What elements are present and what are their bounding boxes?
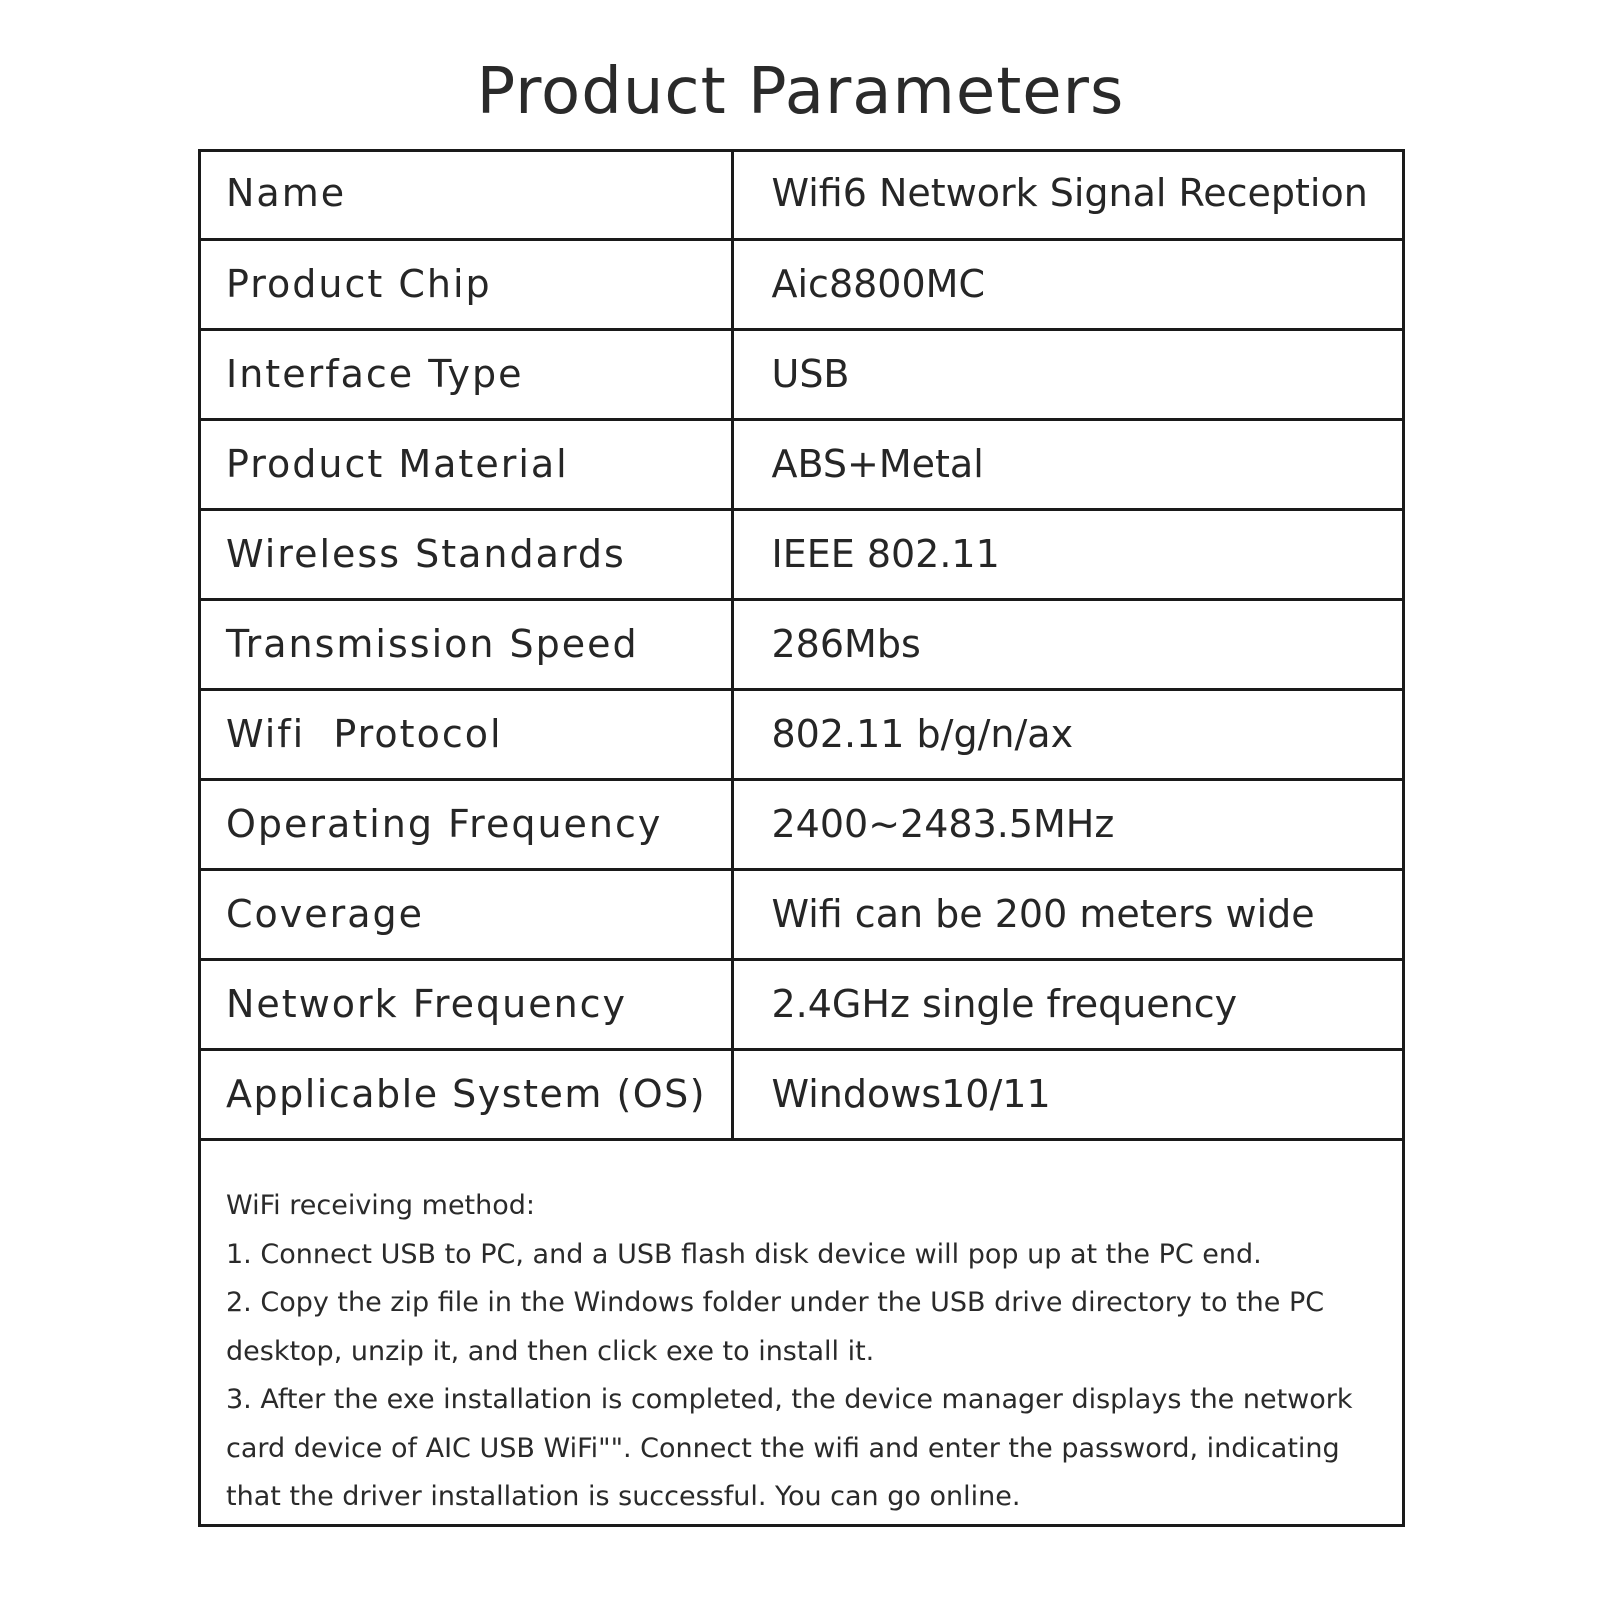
param-label-interface-type: Interface Type: [198, 329, 732, 419]
notes-step-1: 1. Connect USB to PC, and a USB flash disk device will pop up at the PC end.: [226, 1238, 1262, 1270]
param-value-wifi-protocol: 802.11 b/g/n/ax: [732, 689, 1405, 779]
param-value-network-frequency: 2.4GHz single frequency: [732, 959, 1405, 1049]
table-row: [198, 779, 1405, 869]
notes-step-2: 2. Copy the zip file in the Windows folder under the USB drive directory to the PC desktop, unzip it, and then click exe to install it.: [226, 1287, 1325, 1367]
installation-notes: [226, 1182, 1396, 1522]
param-value-transmission-speed: 286Mbs: [732, 599, 1405, 689]
page-title: Product Parameters: [476, 55, 1125, 129]
param-value-product-chip: Aic8800MC: [732, 239, 1405, 329]
param-value-product-material: ABS+Metal: [732, 419, 1405, 509]
param-label-wifi-protocol: Wifi Protocol: [198, 689, 732, 779]
notes-heading: WiFi receiving method:: [226, 1190, 536, 1221]
table-row: [198, 239, 1405, 329]
param-value-interface-type: USB: [732, 329, 1405, 419]
param-label-network-frequency: Network Frequency: [198, 959, 732, 1049]
param-label-name: Name: [198, 149, 732, 239]
table-row: [198, 509, 1405, 599]
table-row: [198, 689, 1405, 779]
parameters-table: [198, 149, 1405, 1141]
param-label-wireless-standards: Wireless Standards: [198, 509, 732, 599]
param-value-applicable-system: Windows10/11: [732, 1049, 1405, 1139]
param-label-product-material: Product Material: [198, 419, 732, 509]
table-row: [198, 599, 1405, 689]
param-label-transmission-speed: Transmission Speed: [198, 599, 732, 689]
param-label-coverage: Coverage: [198, 869, 732, 959]
param-value-wireless-standards: IEEE 802.11: [732, 509, 1405, 599]
param-value-name: Wifi6 Network Signal Reception: [732, 149, 1405, 239]
param-label-operating-frequency: Operating Frequency: [198, 779, 732, 869]
param-label-applicable-system: Applicable System (OS): [198, 1049, 732, 1139]
table-row: [198, 959, 1405, 1049]
table-row: [198, 149, 1405, 239]
table-row: [198, 329, 1405, 419]
table-row: [198, 1049, 1405, 1139]
param-value-operating-frequency: 2400~2483.5MHz: [732, 779, 1405, 869]
param-value-coverage: Wifi can be 200 meters wide: [732, 869, 1405, 959]
table-row: [198, 869, 1405, 959]
param-label-product-chip: Product Chip: [198, 239, 732, 329]
table-row: [198, 419, 1405, 509]
notes-step-3: 3. After the exe installation is completed, the device manager displays the network card device of AIC USB WiFi"". Connect the wifi and enter the password, indicating that the driver installation is successful. You can go online.: [226, 1384, 1353, 1512]
